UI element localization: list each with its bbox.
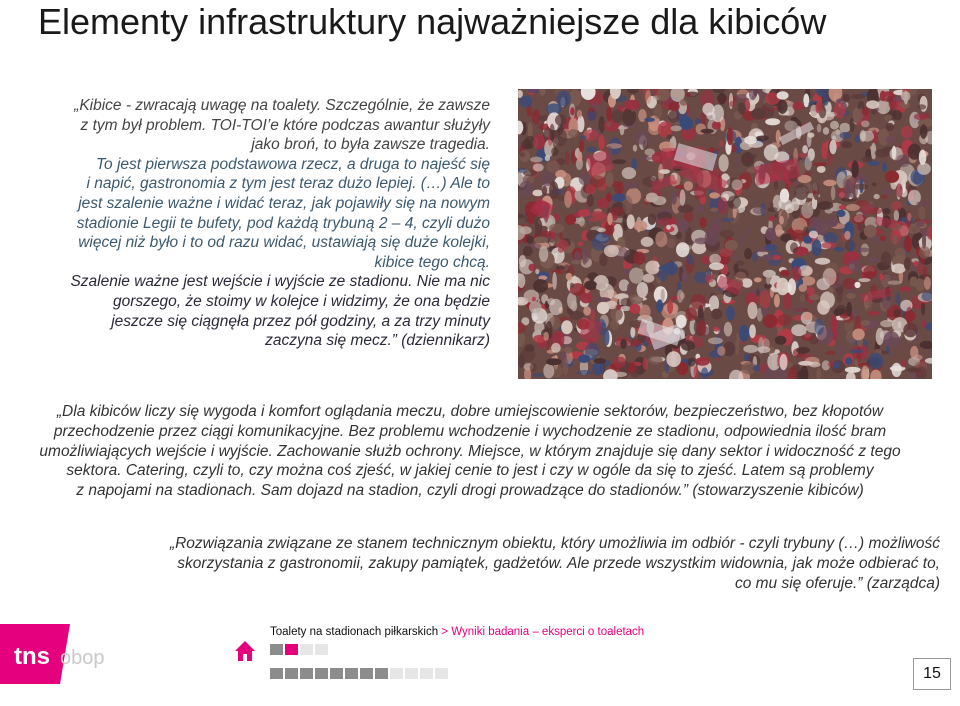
quote-line: z napojami na stadionach. Sam dojazd na stadion, czyli drogi prowadzące do stadionów.” (stowarzyszenie kibiców): [76, 482, 864, 500]
quote-line: z tym był problem. TOI-TOI’e które podczas awantur służyły: [80, 116, 490, 134]
breadcrumb-main-link[interactable]: Toalety na stadionach piłkarskich: [270, 626, 439, 638]
quote-journalist: [30, 96, 490, 351]
nav-square[interactable]: [270, 668, 283, 679]
svg-text:obop: obop: [60, 647, 105, 669]
quote-line: kibice tego chcą.: [374, 253, 490, 271]
quote-line: „Dla kibiców liczy się wygoda i komfort oglądania meczu, dobre umiejscowienie sektorów, bezpieczeństwo, bez kłopotów: [56, 403, 884, 420]
quote-line: „Rozwiązania związane ze stanem technicznym obiektu, który umożliwia im odbiór - czyli trybuny (…) możliwość: [169, 535, 940, 552]
nav-square[interactable]: [300, 668, 313, 679]
home-icon[interactable]: [234, 640, 256, 667]
quote-line: sektora. Catering, czyli to, czy można coś zjeść, w jakiej cenie to jest i czy w ogóle da się to zjeść. Latem są problemy: [66, 462, 874, 480]
breadcrumb-separator: >: [441, 626, 449, 638]
nav-square[interactable]: [315, 644, 328, 655]
quote-line: więcej niż było i to od razu widać, ustawiają się duże kolejki,: [78, 234, 490, 252]
page-title: Elementy infrastruktury najważniejsze dla kibiców: [38, 1, 827, 42]
page-number: 15: [913, 658, 951, 690]
quote-line: Szalenie ważne jest wejście i wyjście ze stadionu. Nie ma nic: [70, 273, 490, 291]
quote-fan-association: [10, 402, 930, 501]
progress-squares-row-2: [270, 668, 448, 679]
nav-square[interactable]: [435, 668, 448, 679]
nav-square[interactable]: [315, 668, 328, 679]
quote-stadium-manager: [100, 534, 940, 593]
quote-line: przechodzenie przez ciągi komunikacyjne. Bez problemu wchodzenie i wychodzenie ze stadionu, odpowiednia ilość bram: [53, 422, 887, 440]
quote-line: jeszcze się ciągnęła przez pół godziny, a za trzy minuty: [111, 312, 490, 330]
quote-line: umożliwiających wejście i wyjście. Zachowanie służb ochrony. Miejsce, w którym znajduje się dany sektor i widoczność z tego: [39, 442, 901, 460]
quote-line: co mu się oferuje.” (zarządca): [734, 574, 940, 592]
progress-squares-row-1: [270, 644, 328, 655]
crowd-image: [518, 89, 932, 379]
crowd-photo: [518, 89, 932, 379]
quote-line: jako broń, to była zawsze tragedia.: [251, 136, 490, 154]
nav-square[interactable]: [270, 644, 283, 655]
nav-square[interactable]: [390, 668, 403, 679]
nav-square[interactable]: [375, 668, 388, 679]
quote-line: stadionie Legii te bufety, pod każdą trybuną 2 – 4, czyli dużo: [76, 214, 490, 232]
nav-square[interactable]: [345, 668, 358, 679]
quote-line: skorzystania z gastronomii, zakupy pamiątek, gadżetów. Ale przede wszystkim widownia, jak może odbierać to,: [177, 554, 940, 572]
quote-line: jest szalenie ważne i widać teraz, jak pojawiły się na nowym: [78, 194, 490, 212]
tns-obop-logo: [0, 620, 110, 690]
nav-square[interactable]: [285, 668, 298, 679]
nav-square[interactable]: [420, 668, 433, 679]
nav-square[interactable]: [285, 644, 298, 655]
nav-square[interactable]: [300, 644, 313, 655]
nav-square[interactable]: [405, 668, 418, 679]
quote-line: To jest pierwsza podstawowa rzecz, a druga to najeść się: [95, 155, 490, 173]
breadcrumb-sub-link[interactable]: Wyniki badania – eksperci o toaletach: [451, 626, 645, 638]
quote-line: i napić, gastronomia z tym jest teraz dużo lepiej. (…) Ale to: [86, 175, 490, 193]
svg-text:tns: tns: [14, 643, 50, 670]
quote-line: „Kibice - zwracają uwagę na toalety. Szczególnie, że zawsze: [74, 97, 490, 114]
quote-line: zaczyna się mecz.” (dziennikarz): [265, 332, 490, 350]
nav-square[interactable]: [330, 668, 343, 679]
breadcrumb: [270, 626, 644, 638]
quote-line: gorszego, że stoimy w kolejce i widzimy, że ona będzie: [112, 292, 490, 310]
nav-square[interactable]: [360, 668, 373, 679]
